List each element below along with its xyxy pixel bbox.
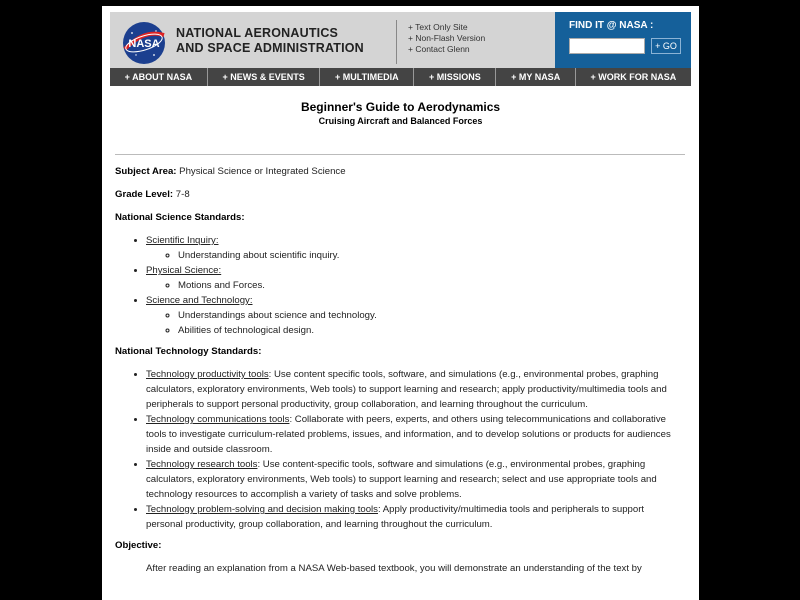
find-label: FIND IT @ NASA : (569, 20, 654, 31)
nav-missions[interactable]: + MISSIONS (414, 68, 496, 86)
list-item: • Technology research tools: Use content-specific tools, software and simulations (e.g., environmental probes, graphing calculators, exploratory environments, Web tools) to support learning and research; select and use appropriate tools and technology resources to accomplish a variety of tasks and solve problems. (146, 457, 683, 502)
research-tools-link[interactable]: Technology research tools (146, 459, 258, 470)
list-item: ◦ Abilities of technological design. (178, 323, 683, 338)
list-item (146, 293, 683, 338)
agency-line-2: AND SPACE ADMINISTRATION (176, 41, 364, 55)
nav-multimedia[interactable]: + MULTIMEDIA (320, 68, 414, 86)
problem-solving-tools-link[interactable]: Technology problem-solving and decision making tools (146, 504, 378, 515)
nav-my-nasa[interactable]: + MY NASA (496, 68, 575, 86)
nav-news-events[interactable]: + NEWS & EVENTS (208, 68, 321, 86)
physical-science-link[interactable]: Physical Science: (146, 265, 222, 276)
agency-line-1: NATIONAL AERONAUTICS (176, 26, 339, 40)
page-titles (102, 100, 699, 126)
science-standards-list (115, 233, 683, 338)
list-item (146, 263, 683, 293)
grade-label: Grade Level: (115, 189, 174, 200)
go-button[interactable]: + GO (651, 38, 681, 54)
productivity-tools-link[interactable]: Technology productivity tools (146, 369, 269, 380)
search-input[interactable] (569, 38, 645, 54)
nav-about-nasa[interactable]: + ABOUT NASA (110, 68, 208, 86)
grade-level (115, 187, 683, 202)
main-nav (110, 68, 691, 86)
objective-text: After reading an explanation from a NASA Web-based textbook, you will demonstrate an understanding of the text by (146, 563, 642, 574)
subject-value: Physical Science or Integrated Science (179, 166, 346, 177)
subject-label: Subject Area: (115, 166, 177, 177)
tech-standards-heading: National Technology Standards: (115, 346, 262, 357)
tech-standards-list (115, 367, 683, 532)
list-item: ◦ Understanding about scientific inquiry. (178, 248, 683, 263)
subject-area (115, 164, 683, 179)
content (115, 164, 683, 584)
nasa-logo-icon[interactable] (122, 21, 166, 65)
page-subtitle: Cruising Aircraft and Balanced Forces (318, 116, 483, 126)
utility-links (408, 22, 485, 55)
scientific-inquiry-link[interactable]: Scientific Inquiry: (146, 235, 219, 246)
list-item: • Technology communications tools: Collaborate with peers, experts, and others using telecommunications and collaborative tools to investigate curriculum-related problems, issues, and information, and to develop solutions or products for audiences inside and outside classroom. (146, 412, 683, 457)
text-only-link[interactable]: + Text Only Site (408, 22, 468, 32)
list-item: ◦ Understandings about science and technology. (178, 308, 683, 323)
page (102, 6, 699, 600)
page-title: Beginner's Guide to Aerodynamics (300, 100, 501, 114)
logo-text: NASA (128, 38, 160, 50)
divider (115, 154, 685, 155)
non-flash-link[interactable]: + Non-Flash Version (408, 33, 486, 43)
site-header (110, 12, 691, 74)
objective-heading: Objective: (115, 540, 162, 551)
header-divider (396, 20, 397, 64)
list-item (146, 233, 683, 263)
list-item: ◦ Motions and Forces. (178, 278, 683, 293)
list-item: • Technology problem-solving and decision making tools: Apply productivity/multimedia tools and peripherals to support personal productivity, group collaboration, and learning throughout the curriculum. (146, 502, 683, 532)
list-item: • Technology productivity tools: Use content specific tools, software, and simulations (e.g., environmental probes, graphing calculators, exploratory environments, Web tools) to support learning and research; apply productivity/multimedia tools and peripherals to support personal productivity, group collaboration, and learning throughout the curriculum. (146, 367, 683, 412)
grade-value: 7-8 (175, 189, 190, 200)
science-standards-heading: National Science Standards: (115, 212, 245, 223)
communications-tools-link[interactable]: Technology communications tools (146, 414, 290, 425)
agency-name (176, 26, 364, 56)
nav-work-for-nasa[interactable]: + WORK FOR NASA (590, 72, 677, 82)
search-panel (555, 12, 691, 74)
science-technology-link[interactable]: Science and Technology: (146, 295, 253, 306)
contact-glenn-link[interactable]: + Contact Glenn (408, 44, 470, 54)
